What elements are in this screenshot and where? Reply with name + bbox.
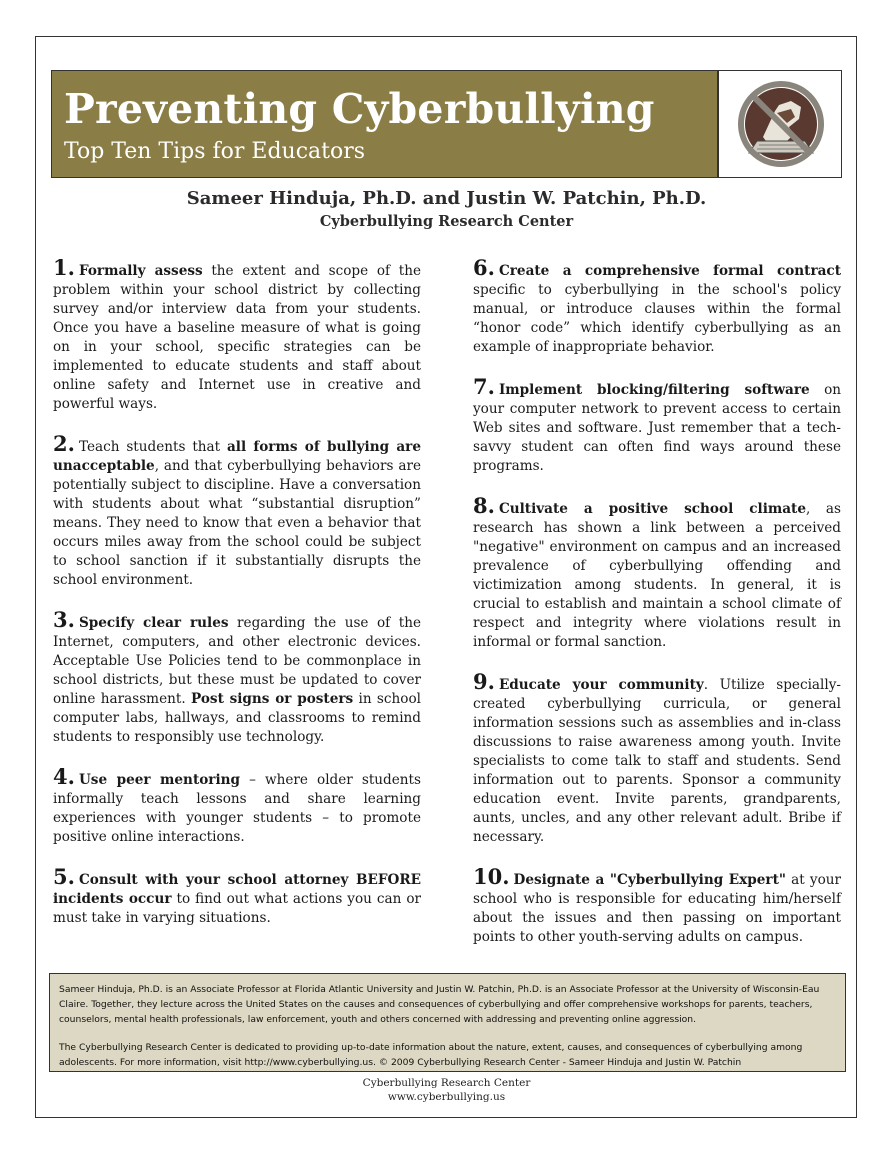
tip-emphasis: Post signs or posters [191,691,354,707]
title-banner [51,70,718,178]
page-title: Preventing Cyberbullying [64,85,655,133]
authors: Sameer Hinduja, Ph.D. and Justin W. Patchin, Ph.D. [186,188,707,209]
tip-text: – where older students informally teach lessons and share learning experiences with younger students – to promote positive online interactions. [53,772,421,845]
organization: Cyberbullying Research Center [319,213,574,230]
tip-text: to find out what actions you can or must take in varying situations. [53,891,421,926]
tip-5 [53,864,421,928]
footer-url: www.cyberbullying.us [387,1091,506,1103]
footer-org: Cyberbullying Research Center [362,1077,531,1089]
tip-text: the extent and scope of the problem within your school district by collecting survey and/or interview data from your students. Once you have a baseline measure of what is going on in your school, specific strategies can be implemented to educate students and staff about online safety and Internet use in creative and powerful ways. [53,263,421,412]
tip-number: 9. [473,669,495,694]
tip-number: 6. [473,255,495,280]
no-cyberbullying-icon [719,71,841,177]
author-info-box [49,973,846,1072]
tip-number: 10. [473,864,510,889]
tip-8 [473,493,841,652]
tip-text: , and that cyberbullying behaviors are potentially subject to discipline. Have a conversation with students about what “substantial disruption” means. They need to know that even a behavior that occurs miles away from the school could be subject to school sanction if it substantially disrupts the school environment. [53,458,421,588]
tip-emphasis: Create a comprehensive formal contract [498,263,841,279]
tip-2 [53,431,421,590]
tip-3 [53,607,421,747]
center-description: The Cyberbullying Research Center is dedicated to providing up-to-date information about the nature, extent, causes, and consequences of cyberbullying among adolescents. For more information, visit http://www.cyberbullying.us. © 2009 Cyberbullying Research Center - Sameer Hinduja and Justin W. Patchin [59,1042,803,1068]
tip-emphasis: Specify clear rules [78,615,229,631]
tip-text: regarding the use of the Internet, computers, and other electronic devices. Acceptable Use Policies tend to be commonplace in school districts, but these must be updated to cover online harassment. [53,615,421,707]
tip-number: 4. [53,764,75,789]
tips-column-right [473,255,842,947]
tip-text: Teach students that [78,439,227,455]
tip-text: , as research has shown a link between a perceived "negative" environment on campus and an increased prevalence of cyberbullying offending and victimization among students. In general, it is crucial to establish and maintain a school climate of respect and integrity where violations result in informal or formal sanction. [473,501,841,650]
tip-number: 8. [473,493,495,518]
author-bio: Sameer Hinduja, Ph.D. is an Associate Professor at Florida Atlantic University and Justin W. Patchin, Ph.D. is an Associate Professor at the University of Wisconsin-Eau Claire. Together, they lecture across the United States on the causes and consequences of cyberbullying and offer comprehensive workshops for parents, teachers, counselors, mental health professionals, law enforcement, youth and others concerned with addressing and preventing online aggression. [59,984,820,1025]
tip-number: 7. [473,374,495,399]
tip-emphasis: Use peer mentoring [78,772,241,788]
tip-1 [53,255,421,414]
tip-4 [53,764,421,847]
tip-number: 2. [53,431,75,456]
tip-emphasis: Cultivate a positive school climate [498,501,806,517]
tip-text: on your computer network to prevent access to certain Web sites and software. Just remember that a tech-savvy student can often find ways around these programs. [473,382,842,474]
tip-emphasis: Consult with your school attorney BEFORE incidents occur [53,872,421,907]
logo-box [718,70,842,178]
tip-number: 1. [53,255,75,280]
tip-text: in school computer labs, hallways, and classrooms to remind students to responsibly use technology. [53,691,421,745]
tip-9 [473,669,841,847]
tip-emphasis: Educate your community [498,677,704,693]
tip-emphasis: Formally assess [78,263,203,279]
tip-emphasis: all forms of bullying are unacceptable [53,439,421,474]
tip-number: 5. [53,864,75,889]
tip-6 [473,255,841,357]
tip-7 [473,374,842,476]
page-subtitle: Top Ten Tips for Educators [64,139,366,164]
tips-column-left [53,255,421,928]
tip-text: . Utilize specially-created cyberbullying curricula, or general information sessions such as assemblies and in-class discussions to raise awareness among youth. Invite specialists to come talk to staff and students. Send information out to parents. Sponsor a community education event. Invite parents, grandparents, aunts, uncles, and any other relevant adult. Bribe if necessary. [473,677,841,845]
tip-10 [473,864,842,947]
tip-number: 3. [53,607,75,632]
page-footer [0,1076,893,1104]
tip-text: at your school who is responsible for educating him/herself about the issues and then passing on important points to other youth-serving adults on campus. [473,872,842,945]
tip-text: specific to cyberbullying in the school's policy manual, or introduce clauses within the formal “honor code” which identify cyberbullying as an example of inappropriate behavior. [473,282,841,355]
tip-emphasis: Designate a "Cyberbullying Expert" [513,872,786,888]
tip-emphasis: Implement blocking/filtering software [498,382,810,398]
